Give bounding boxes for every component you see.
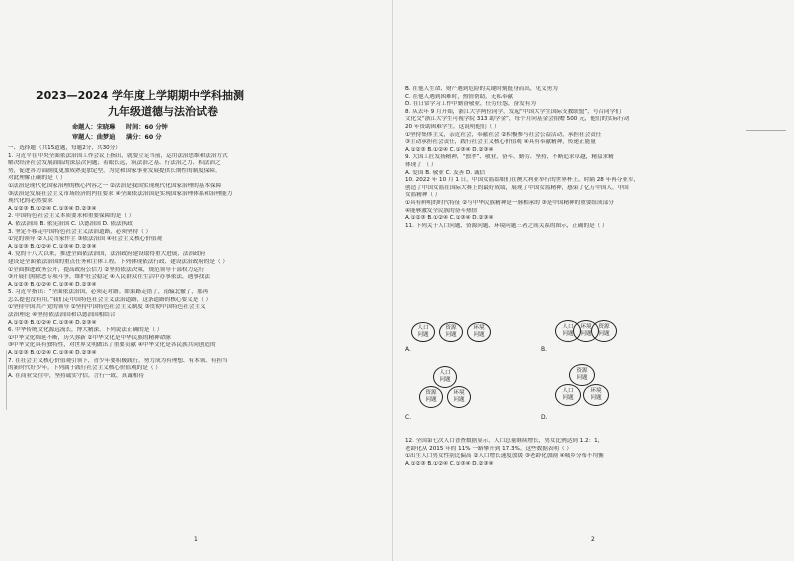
exam-subtitle: 九年级道德与法治试卷 [108, 105, 218, 118]
text-line: ③主动承担社会责任，践行社会主义核心价值观 ④具有奉献精神，传递正能量 [405, 139, 596, 146]
option-d-population [555, 384, 581, 406]
text-line: 7. 在社会主义核心价值观引领下，青少年要积极践行，努力成为有理想、有本领、有担当 [8, 357, 228, 364]
text-line: ④能够激发全民族的奋斗热情 [405, 207, 478, 214]
text-line: A. 依法治国 B. 依宪治国 C. 以德治国 D. 依法执政 [8, 220, 133, 227]
exam-title: 2023—2024 学年度上学期期中学科抽测 [36, 89, 245, 102]
left-page [8, 0, 383, 561]
text-line: 解决经济社会发展面临的深层次问题；着眼长远，筑法治之基、行法治之力、积法治之 [8, 160, 221, 167]
option-d-label: D. [541, 414, 548, 421]
text-line: 8. 从去年 9 月开始，浙江大学两位同学，发起“中国大学生国际支教联盟”，号召同学们 [405, 108, 621, 115]
population-text: 人口 问题 [562, 388, 574, 401]
text-line: 6. 中华传统文化源远流长，博大精深。下列说法正确的是（ ） [8, 327, 163, 334]
meta-col-a [72, 123, 115, 143]
option-c-population [433, 366, 457, 388]
text-line: 的新时代好少年。下列属于践行社会主义核心价值观的是（ ） [8, 365, 161, 372]
text-line: ①法治是现代化国家治理的核心内容之一 ②法治是我国实现现代化国家治理的基本保障 [8, 182, 222, 189]
time-limit: 时间：60 分钟 [126, 124, 168, 131]
full-score: 满分：60 分 [126, 134, 162, 141]
reviewer: 审题人：曲梦迪 [72, 134, 116, 141]
environment-text: 环境 问题 [453, 390, 465, 403]
text-line: 9. 大国工匠发扬精神，“独孝”、敬业，奋斗、勤劳、坚持，不断追求卓越，精益求精 [405, 154, 614, 161]
text-line: ③中华文化具有独特性，对世界文明做出了重要贡献 ④中华文化是各民族共同创造的 [8, 342, 216, 349]
text-line: ③法治是发展社会主义市场经济的内在要求 ④全面依法治国是实现国家治理体系和治理能力 [8, 190, 233, 197]
text-line: A. 在商业交往中，坚持诚实守信，言行一致，真诚相待 [8, 372, 144, 379]
scan-mark-left [6, 350, 7, 410]
resource-text: 资源 问题 [598, 324, 610, 337]
page-fold [392, 0, 393, 561]
option-a-label: A. [405, 346, 411, 353]
text-line: ①出生人口男女性别比偏高 ②人口增长速度放缓 ③老龄化加剧 ④城乡分布不均衡 [405, 453, 604, 460]
text-line: A.①②③ B.①②④ C.①③④ D.②③④ [405, 146, 494, 153]
text-line: 怎么提也没有用。”我们走中国特色社会主义法治道路，这条道路的核心要义是（ ） [8, 296, 212, 303]
population-text: 人口 问题 [439, 370, 451, 383]
text-line: C. 在他人遇到困难时，热情帮助，无私奉献 [405, 93, 514, 100]
text-line: 20 年资助困难学生。这说明他们（ ） [405, 123, 500, 130]
text-line: ①具有鲜明的时代特征 ②与中华民族精神是一脉相承的 ③是中国精神的重要组成部分 [405, 199, 614, 206]
right-questions-bottom [405, 438, 785, 468]
text-line: B. 在他人生命、财产遇到危险的关键时刻挺身而出，见义勇为 [405, 86, 558, 92]
resource-text: 资源 问题 [445, 325, 457, 338]
text-line: ①全面推进政务公开，提高政府公信力 ②坚持依法决策，规范领导干部权力运行 [8, 266, 205, 273]
text-line: A.①②③ B.①②④ C.①③④ D.②③④ [405, 215, 494, 222]
text-line: 建设是全面依法治国的重点任务和主体工程。下列体现依法行政、建设法治政府的是（ ） [8, 258, 228, 265]
text-line: 12. 全国第七次人口普查数据显示，人口总量继续增长，男女比例达到 1.2：1， [405, 438, 604, 444]
meta-col-b [126, 123, 168, 143]
text-line: ①坚持中国共产党的领导 ②坚持中国特色社会主义制度 ③贯彻中国特色社会主义 [8, 304, 206, 311]
option-a-population [411, 322, 435, 342]
text-line: 创造了中国女篮在国际大赛上的最好成绩，展现了中国女篮精神，感染了亿万中国人。中国 [405, 184, 629, 191]
option-d-environment [583, 384, 609, 406]
text-line: A.①②③ B.①②④ C.①③④ D.②③④ [405, 460, 494, 467]
text-line: A.①②③ B.①②④ C.①③④ D.②③④ [8, 205, 97, 212]
option-d-resource [569, 364, 595, 386]
text-line: A.①②③ B.①②④ C.①③④ D.②③④ [8, 350, 97, 357]
text-line: 势，促进各方面制度更加成熟更加定型，为党和国家事业发展提供长期性的制度保障。 [8, 167, 221, 174]
text-line: 体现了 （ ） [405, 161, 437, 168]
text-line: ①中华文化绵延不断，历久弥新 ②中华文化是中华民族的精神命脉 [8, 334, 171, 341]
option-a-resource [439, 322, 463, 342]
resource-text: 资源 问题 [576, 368, 588, 381]
text-line: A.①②③ B.①②④ C.①③④ D.②③④ [8, 243, 97, 250]
text-line: 现代化的必然要求 [8, 198, 53, 205]
right-page [405, 0, 785, 561]
text-line: A.①②③ B.①②④ C.①③④ D.②③④ [8, 281, 97, 288]
left-questions [8, 145, 383, 380]
text-line: 一、选择题（共15道题，每题2分，共30分） [8, 145, 121, 151]
text-line: 法治理论 ④坚持依法治国和以德治国相结合 [8, 312, 116, 319]
text-line: D. 在日常学习工作中勤奋敬业，任劳任怨，奋发有为 [405, 101, 536, 108]
environment-text: 环境 问题 [473, 325, 485, 338]
text-line: 1. 习近平在中央全面依法治国工作会议上指出，就要立足当前，运用法治思维和法治方式 [8, 152, 228, 159]
option-b-label: B. [541, 346, 548, 353]
option-b-resource [591, 320, 617, 342]
text-line: ③开展扫黑除恶专项斗争，维护社会稳定 ④人民群众在生活中办事依法，遇事找法 [8, 274, 210, 281]
page-number-right: 2 [591, 536, 595, 543]
proposer: 命题人：宋晓琳 [72, 124, 116, 131]
text-line: A.①②③ B.①②④ C.①③④ D.②③④ [8, 319, 97, 326]
text-line: 10. 2022 年 10 月 1 日，中国女篮姑娘们在澳大利亚举行的世界杯上，时隔 28 年再夺亚军， [405, 177, 640, 184]
population-text: 人口 问题 [562, 324, 574, 337]
text-line: 2. 中国特色社会主义本质要求和重要保障的是（ ） [8, 213, 135, 220]
text-line: ①坚持集体主义，亲近社会，奉献社会 ②积极参与社会公益活动，承担社会责任 [405, 131, 602, 138]
text-line: 4. 党的十八大以来，推进全面依法治国，法治政府建设取得重大进展，法治政府 [8, 251, 206, 258]
text-line: 11. 下列关于人口问题、资源问题、环境问题三者之间关系的图示，正确的是（ ） [405, 222, 608, 229]
page-number-left: 1 [194, 536, 198, 543]
resource-text: 资源 问题 [425, 390, 437, 403]
option-c-label: C. [405, 414, 412, 421]
environment-text: 环境 问题 [580, 324, 592, 337]
text-line: 5. 习近平指出：“全面依法治国，必须走对路。如果路走错了，南辕北辙了，那再 [8, 289, 209, 296]
right-questions [405, 86, 785, 230]
text-line: 老龄化从 2015 年的 11% 一路攀升到 17.3%。这些数据表明（ ） [405, 445, 572, 452]
text-line: 女篮精神（ ） [405, 192, 441, 199]
text-line: 3. 坚定不移走中国特色社会主义法治道路，必须坚持（ ） [8, 228, 152, 235]
text-line: ①党的领导 ②人民当家作主 ③依法治国 ④社会主义核心价值观 [8, 236, 163, 243]
option-c-resource [419, 386, 443, 408]
option-a-environment [467, 322, 491, 342]
text-line: 文化交“浙江大学生可视学院 313 助学金”，每个月向基金会捐赠 500 元，他们的实际行动 [405, 116, 630, 123]
option-c-environment [447, 386, 471, 408]
text-line: 对此理解正确的是（ ） [8, 175, 66, 182]
environment-text: 环境 问题 [590, 388, 602, 401]
text-line: A. 爱国 B. 敬业 C. 友善 D. 诚信 [405, 169, 486, 176]
population-text: 人口 问题 [417, 325, 429, 338]
q11-diagram [405, 230, 785, 430]
